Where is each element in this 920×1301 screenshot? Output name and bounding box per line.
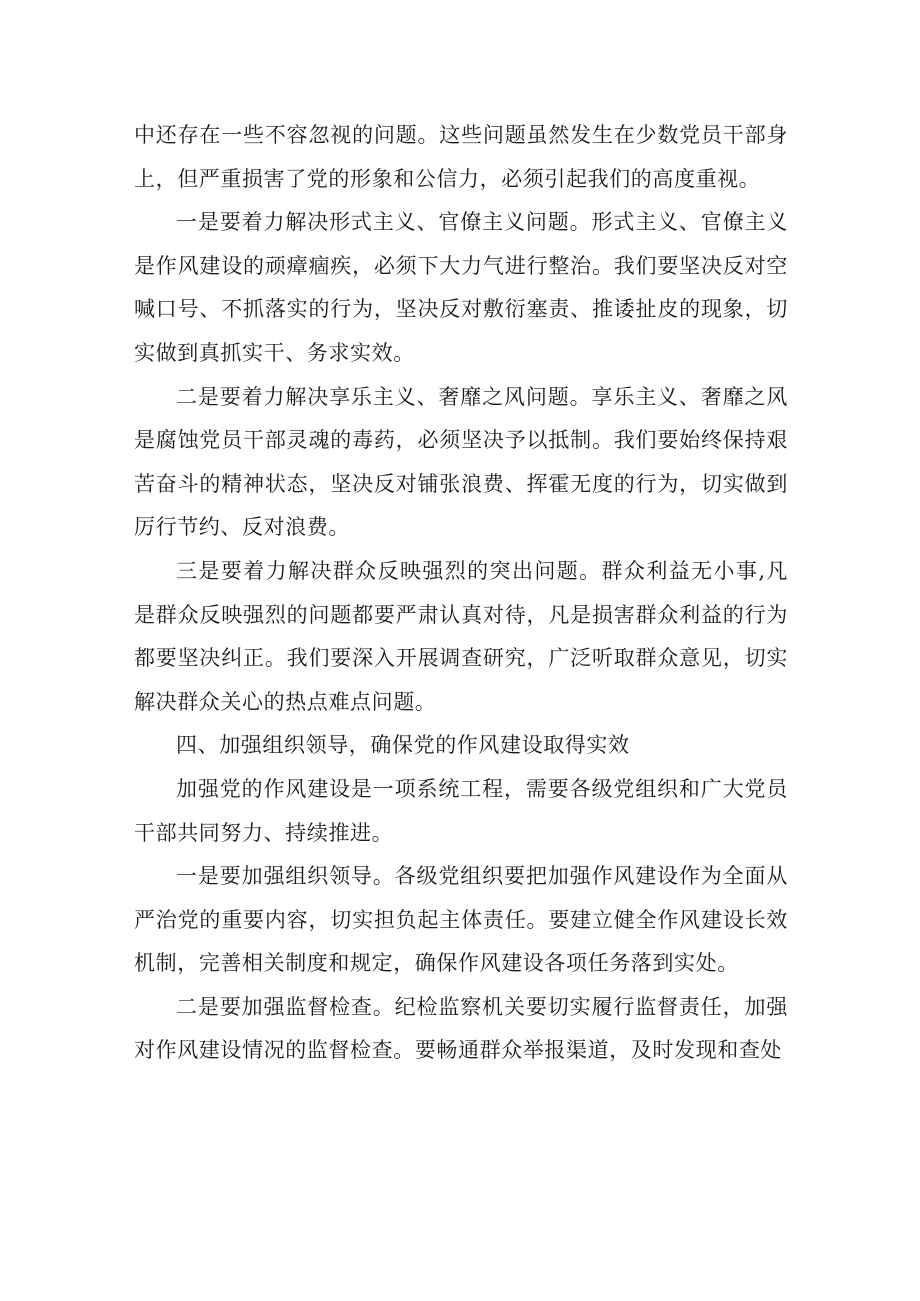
paragraph-continuation: 中还存在一些不容忽视的问题。这些问题虽然发生在少数党员干部身上，但严重损害了党的形象和公信力，必须引起我们的高度重视。 <box>134 123 788 191</box>
paragraph-section-intro: 加强党的作风建设是一项系统工程，需要各级党组织和广大党员干部共同努力、持续推进。 <box>134 776 788 845</box>
paragraph-leadership: 一是要加强组织领导。各级党组织要把加强作风建设作为全面从严治党的重要内容，切实担负起主体责任。要建立健全作风建设长效机制，完善相关制度和规定，确保作风建设各项任务落到实处。 <box>134 864 788 976</box>
paragraph-supervision: 二是要加强监督检查。纪检监察机关要切实履行监督责任，加强对作风建设情况的监督检查。要畅通群众举报渠道，及时发现和查处 <box>134 994 788 1063</box>
document-body <box>134 114 788 1073</box>
paragraph-formalism: 一是要着力解决形式主义、官僚主义问题。形式主义、官僚主义是作风建设的顽瘴痼疾，必须下大力气进行整治。我们要坚决反对空喊口号、不抓落实的行为，坚决反对敷衍塞责、推诿扯皮的现象，切实做到真抓实干、务求实效。 <box>134 210 788 365</box>
paragraph-hedonism: 二是要着力解决享乐主义、奢靡之风问题。享乐主义、奢靡之风是腐蚀党员干部灵魂的毒药，必须坚决予以抵制。我们要始终保持艰苦奋斗的精神状态，坚决反对铺张浪费、挥霍无度的行为，切实做到厉行节约、反对浪费。 <box>134 384 788 540</box>
section-heading-four: 四、加强组织领导，确保党的作风建设取得实效 <box>176 733 630 758</box>
paragraph-mass-concerns: 三是要着力解决群众反映强烈的突出问题。群众利益无小事,凡是群众反映强烈的问题都要严肃认真对待，凡是损害群众利益的行为都要坚决纠正。我们要深入开展调查研究，广泛听取群众意见，切实解决群众关心的热点难点问题。 <box>134 558 788 714</box>
